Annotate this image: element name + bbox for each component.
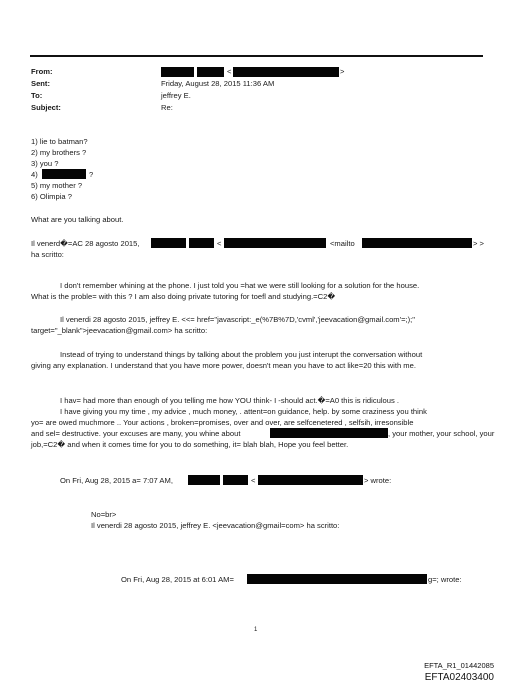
redaction — [247, 574, 427, 584]
body-line: I hav= had more than enough of you telling me how YOU think- I -should act.�=A0 this is ridiculous . — [60, 396, 400, 405]
subject-value: Re: — [161, 103, 173, 112]
redaction — [189, 238, 214, 248]
body-line: and sel= destructive. your excuses are many, you whine about — [31, 429, 241, 438]
redaction — [197, 67, 224, 77]
page-number: 1 — [254, 627, 258, 633]
body-line: , your mother, your school, your — [388, 429, 495, 438]
quote-mailto: <mailto — [330, 239, 355, 248]
to-label: To: — [31, 91, 43, 100]
redaction — [270, 428, 388, 438]
footer-id-small: EFTA_R1_01442085 — [424, 661, 494, 670]
list-item-suffix: ? — [89, 170, 94, 179]
redaction — [223, 475, 248, 485]
list-item: 5) my mother ? — [31, 181, 83, 190]
redaction — [188, 475, 220, 485]
sent-value: Friday, August 28, 2015 11:36 AM — [161, 79, 275, 88]
quote-wrote: > wrote: — [364, 476, 392, 485]
footer-id-large: EFTA02403400 — [424, 672, 494, 683]
list-item: 2) my brothers ? — [31, 148, 87, 157]
redaction — [258, 475, 363, 485]
header-rule — [30, 55, 483, 57]
body-line: job,=C2� and when it comes time for you to do something, it= blah blah, Hope you feel better. — [31, 440, 349, 449]
list-item: 1) lie to batman? — [31, 137, 88, 146]
list-item: 4) — [31, 170, 38, 179]
body-line: Instead of trying to understand things by talking about the problem you just interupt the conversation without — [60, 350, 423, 359]
body-line: I have giving you my time , my advice , much money, . attent=on guidance, help. by some craziness you think — [60, 407, 427, 416]
body-line: Il venerdi 28 agosto 2015, jeffrey E. <<= href="javascript:_e(%7B%7D,'cvml','jeevacation@gmail.com'=;);" — [60, 315, 415, 324]
from-close-bracket: > — [340, 67, 345, 76]
body-line: No=br> — [91, 510, 117, 519]
body-line: I don't remember whining at the phone. I just told you =hat we were still looking for a solution for the house. — [60, 281, 420, 290]
quote-ha-scritto: ha scritto: — [31, 250, 64, 259]
redaction — [161, 67, 194, 77]
body-line: yo= are owed muchmore .. Your actions , broken=promises, over and over, are selfcenetered , selfsih, irresonsible — [31, 418, 414, 427]
redaction — [233, 67, 339, 77]
sent-label: Sent: — [31, 79, 50, 88]
from-label: From: — [31, 67, 53, 76]
body-line: Il venerdi 28 agosto 2015, jeffrey E. <jeevacation@gmail=com> ha scritto: — [91, 521, 340, 530]
quote-header: On Fri, Aug 28, 2015 at 6:01 AM= — [121, 575, 234, 584]
body-line: What is the proble= with this ? I am also doing private tutoring for toefl and studying.=C2� — [31, 292, 336, 301]
list-item: 6) Olimpia ? — [31, 192, 72, 201]
to-value: jeffrey E. — [161, 91, 191, 100]
quote-wrote: g=; wrote: — [428, 575, 462, 584]
redaction — [42, 169, 86, 179]
subject-label: Subject: — [31, 103, 61, 112]
redaction — [362, 238, 472, 248]
list-item: 3) you ? — [31, 159, 59, 168]
quote-lt: < — [217, 239, 222, 248]
body-line: giving any explanation. I understand that you have more power, doesn't mean you have to act like=20 this with me. — [31, 361, 416, 370]
quote-header: Il venerd�=AC 28 agosto 2015, — [31, 239, 140, 248]
from-open-bracket: < — [227, 67, 232, 76]
quote-header: On Fri, Aug 28, 2015 a= 7:07 AM, — [60, 476, 173, 485]
quote-lt: < — [251, 476, 256, 485]
quote-end: > > — [473, 239, 484, 248]
body-line: What are you talking about. — [31, 215, 124, 224]
redaction — [224, 238, 326, 248]
redaction — [151, 238, 186, 248]
body-line: target="_blank">jeevacation@gmail.com> ha scritto: — [31, 326, 208, 335]
